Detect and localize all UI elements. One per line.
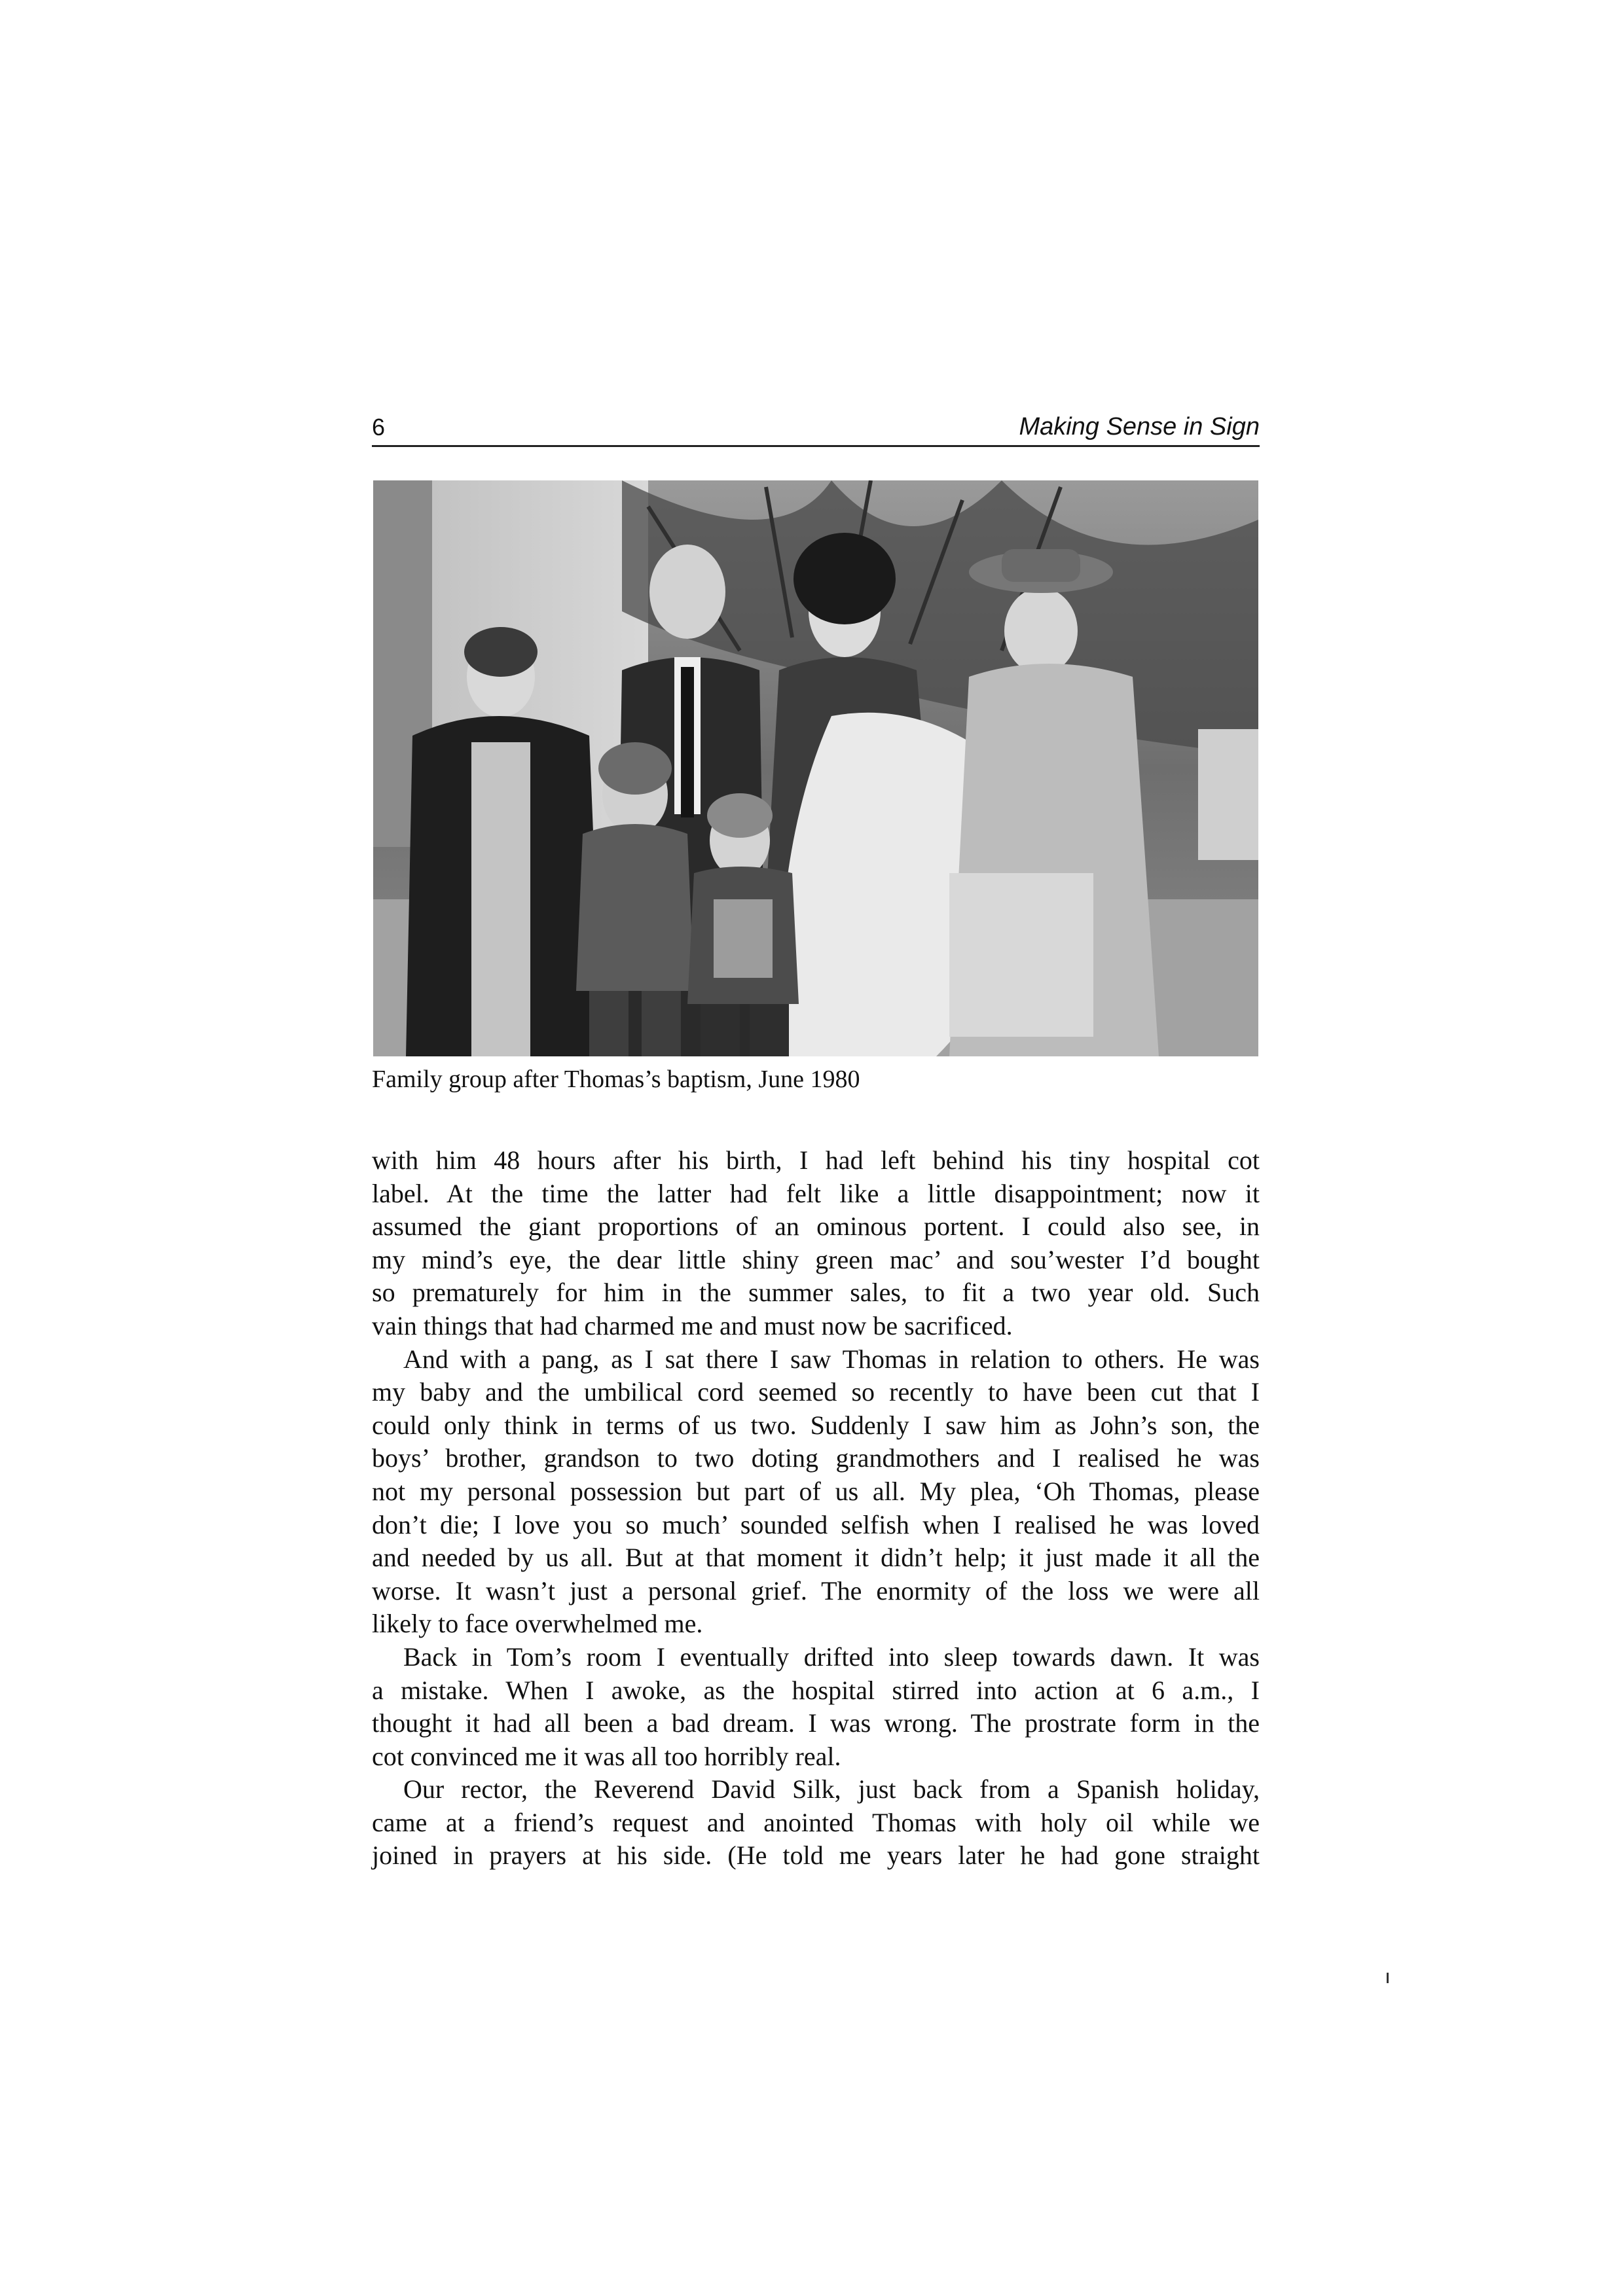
book-title: Making Sense in Sign <box>1019 413 1260 440</box>
body-line: with him 48 hours after his birth, I had left behind his tiny hospital cot <box>372 1145 1260 1175</box>
body-line: came at a friend’s request and anointed Thomas with holy oil while we <box>372 1807 1260 1837</box>
body-line: cot convinced me it was all too horribly real. <box>372 1741 841 1771</box>
page-number: 6 <box>372 414 386 440</box>
body-line: could only think in terms of us two. Suddenly I saw him as John’s son, the <box>372 1410 1260 1440</box>
family-photograph-image <box>373 480 1258 1056</box>
body-line: a mistake. When I awoke, as the hospital stirred into action at 6 a.m., I <box>372 1675 1260 1705</box>
body-line: worse. It wasn’t just a personal grief. The enormity of the loss we were all <box>372 1575 1260 1605</box>
body-line: not my personal possession but part of us all. My plea, ‘Oh Thomas, please <box>372 1476 1260 1506</box>
body-line: Our rector, the Reverend David Silk, just back from a Spanish holiday, <box>403 1774 1260 1804</box>
body-line: boys’ brother, grandson to two doting grandmothers and I realised he was <box>372 1443 1260 1473</box>
photo-caption: Family group after Thomas’s baptism, June 1980 <box>372 1066 860 1093</box>
body-line: vain things that had charmed me and must now be sacrificed. <box>372 1310 1013 1340</box>
running-head <box>372 414 1260 447</box>
body-line: likely to face overwhelmed me. <box>372 1609 703 1639</box>
body-line: don’t die; I love you so much’ sounded selfish when I realised he was loved <box>372 1509 1260 1539</box>
body-text <box>372 1144 1260 1873</box>
body-line: label. At the time the latter had felt like a little disappointment; now it <box>372 1178 1260 1208</box>
body-line: Back in Tom’s room I eventually drifted into sleep towards dawn. It was <box>403 1641 1260 1672</box>
body-line: thought it had all been a bad dream. I was wrong. The prostrate form in the <box>372 1708 1260 1738</box>
scan-mark <box>1387 1973 1389 1983</box>
body-line: And with a pang, as I sat there I saw Thomas in relation to others. He was <box>403 1344 1260 1374</box>
body-line: joined in prayers at his side. (He told me years later he had gone straight <box>372 1840 1260 1871</box>
body-line: my baby and the umbilical cord seemed so recently to have been cut that I <box>372 1377 1260 1407</box>
body-line: assumed the giant proportions of an ominous portent. I could also see, in <box>372 1211 1260 1242</box>
body-line: my mind’s eye, the dear little shiny green mac’ and sou’wester I’d bought <box>372 1244 1260 1274</box>
family-photograph <box>373 480 1258 1056</box>
body-line: so prematurely for him in the summer sales, to fit a two year old. Such <box>372 1278 1260 1308</box>
body-line: and needed by us all. But at that moment it didn’t help; it just made it all the <box>372 1543 1260 1573</box>
